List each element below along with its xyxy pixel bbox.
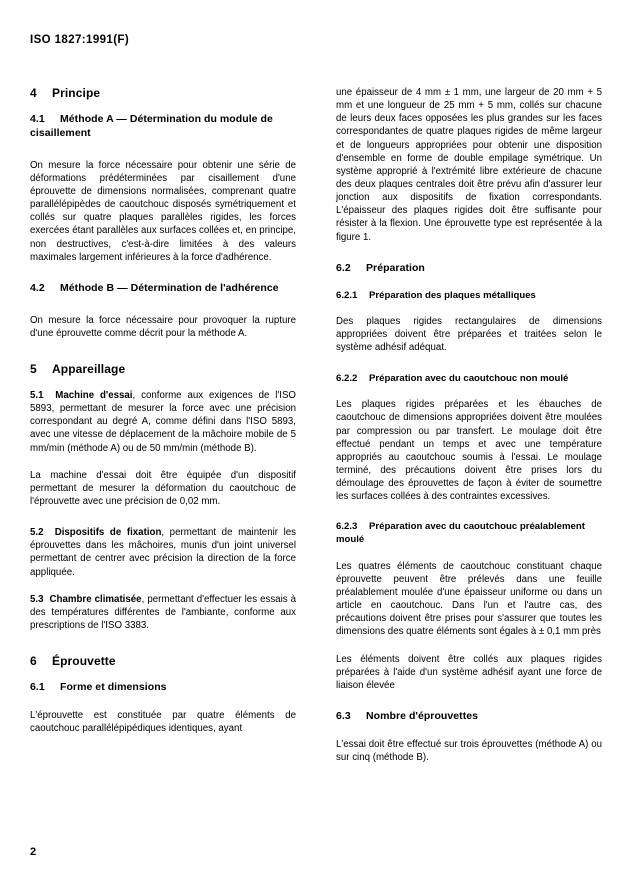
clause-5-number: 5 [30, 361, 37, 376]
clause-4-number: 4 [30, 86, 37, 100]
clause-6-1-paragraph: L'éprouvette est constituée par quatre éléments de caoutchouc parallélépipédiques identiques, ayant [30, 709, 296, 735]
clause-6-2-title: Préparation [366, 261, 425, 274]
clause-4-2-paragraph: On mesure la force nécessaire pour provoquer la rupture d'une éprouvette comme décrit pour la méthode A. [30, 314, 296, 339]
clause-6-1-heading [30, 681, 296, 695]
clause-4-2-number: 4.2 [30, 281, 45, 294]
left-column [30, 86, 296, 775]
page-number: 2 [30, 846, 37, 858]
clause-6-2-2-title: Préparation avec du caoutchouc non moulé [369, 372, 569, 384]
clause-5-3-paragraph [30, 593, 296, 632]
clause-6-2-2-heading [336, 373, 602, 386]
clause-5-3-term: Chambre climatisée [49, 593, 142, 605]
clause-6-3-number: 6.3 [336, 709, 351, 722]
clause-6-2-1-paragraph: Des plaques rigides rectangulaires de dimensions appropriées doivent être préparées et traitées selon le système adhésif adéquat. [336, 316, 602, 354]
clause-6-1-continuation: une épaisseur de 4 mm ± 1 mm, une largeur de 20 mm + 5 mm et une longueur de 25 mm + 5 mm, collés sur chacune de leurs deux faces opposées les plus grandes sur les faces correspondantes de quatre plaques rigides de même largeur et de longueurs appropriées pour obtenir une disposition d'ensemble en forme de double empilage symétrique. Un système approprié à l'extrémité libre extérieure de chacune des deux plaques centrales doit être prévu afin d'assurer leur jonction aux dispositifs de fixation correspondants. L'épaisseur des plaques rigides doit être suffisante pour résister à la flexion. Une éprouvette type est représentée à la figure 1. [336, 87, 602, 243]
clause-6-2-1-number: 6.2.1 [336, 289, 358, 301]
clause-5-3-number: 5.3 [30, 593, 44, 605]
clause-6-2-2-paragraph: Les plaques rigides préparées et les ébauches de caoutchouc de dimensions appropriées doivent être moulées par compression ou par transfert. Le moulage doit être effectué pendant un temps et avec une température appropriés au caoutchouc soumis à l'essai. Le moulage terminé, des précautions doivent être prises lors du démoulage des éprouvettes de façon à éviter de soumettre les surfaces collées à des contraintes excessives. [336, 399, 602, 503]
clause-4-2-title: Méthode B — Détermination de l'adhérence [60, 281, 279, 294]
clause-5-1-text: , conforme aux exigences de l'ISO 5893, permettant de mesurer la force avec une précision correspondant au degré A, comme défini dans l'ISO 5893, avec une vitesse de déplacement de la mâchoire mobile de 5 mm/min (méthode A) ou de 50 mm/min (méthode B). [30, 389, 296, 454]
clause-5-2-number: 5.2 [30, 527, 44, 539]
clause-5-2-term: Dispositifs de fixation [54, 527, 162, 539]
clause-4-1-number: 4.1 [30, 113, 45, 125]
clause-6-3-title: Nombre d'éprouvettes [366, 709, 479, 722]
clause-4-2-heading [30, 282, 296, 296]
clause-6-2-3-number: 6.2.3 [336, 521, 358, 533]
clause-6-2-3-title: Préparation avec du caoutchouc préalablement moulé [336, 521, 585, 546]
clause-6-1-title: Forme et dimensions [60, 681, 167, 694]
clause-6-2-1-heading [336, 290, 602, 303]
clause-5-1-term: Machine d'essai [55, 389, 133, 401]
clause-5-heading [30, 362, 296, 376]
clause-6-1-number: 6.1 [30, 681, 45, 694]
clause-6-2-3-heading [336, 521, 602, 546]
clause-6-number: 6 [30, 654, 37, 669]
clause-6-2-1-title: Préparation des plaques métalliques [369, 289, 536, 301]
clause-4-1-heading [30, 113, 296, 141]
clause-5-2-paragraph [30, 526, 296, 579]
clause-6-3-paragraph: L'essai doit être effectué sur trois éprouvettes (méthode A) ou sur cinq (méthode B). [336, 738, 602, 763]
clause-5-2-text: , permettant de maintenir les éprouvettes dans les mâchoires, munis d'un joint universel permettant de centrer avec précision la direction de la force appliquée. [30, 527, 297, 578]
clause-5-1-paragraph-2: La machine d'essai doit être équipée d'un dispositif permettant de mesurer la déformation du caoutchouc de l'éprouvette avec une précision de 0,02 mm. [30, 469, 296, 507]
clause-4-heading [30, 86, 296, 100]
clause-4-title: Principe [52, 86, 101, 100]
clause-5-title: Appareillage [52, 361, 126, 376]
clause-6-2-number: 6.2 [336, 261, 351, 274]
clause-6-title: Éprouvette [52, 654, 116, 669]
clause-5-3-text: , permettant d'effectuer les essais à des températures différentes de l'ambiante, conforme aux prescriptions de l'ISO 3383. [30, 593, 297, 631]
two-column-body [30, 86, 602, 775]
clause-4-1-paragraph: On mesure la force nécessaire pour obtenir une série de déformations prédéterminées par cisaillement d'une éprouvette de dimensions normalisées, comprenant quatre parallélépipèdes de caoutchouc disposés symétriquement et collés sur quatre plaques parallèles rigides, les forces exercées étant parallèles aux surfaces collées et, en principe, non destructives, c'est-à-dire limitées à des valeurs maximales largement inférieures à la force d'adhérence. [30, 159, 296, 263]
clause-4-1-title: Méthode A — Détermination du module de cisaillement [30, 113, 273, 139]
right-column [336, 86, 602, 775]
clause-5-1-paragraph [30, 389, 296, 455]
document-header: ISO 1827:1991(F) [30, 34, 130, 46]
clause-6-2-3-paragraph-2: Les éléments doivent être collés aux plaques rigides préparées à l'aide d'un système adhésif ayant une force de liaison élevée [336, 653, 602, 691]
clause-6-3-heading [336, 710, 602, 724]
clause-6-heading [30, 654, 296, 668]
clause-6-2-2-number: 6.2.2 [336, 372, 358, 384]
clause-6-2-3-paragraph: Les quatres éléments de caoutchouc constituant chaque éprouvette peuvent être prélevés dans une feuille préalablement moulée d'une épaisseur uniforme ou dans un article en caoutchouc. Dans l'un et l'autre cas, des précautions doivent être prises pour s'assurer que toutes les dimensions des quatre éléments sont égales à ± 0,1 mm près [336, 560, 602, 638]
clause-6-2-heading [336, 262, 602, 276]
clause-5-1-number: 5.1 [30, 389, 44, 401]
